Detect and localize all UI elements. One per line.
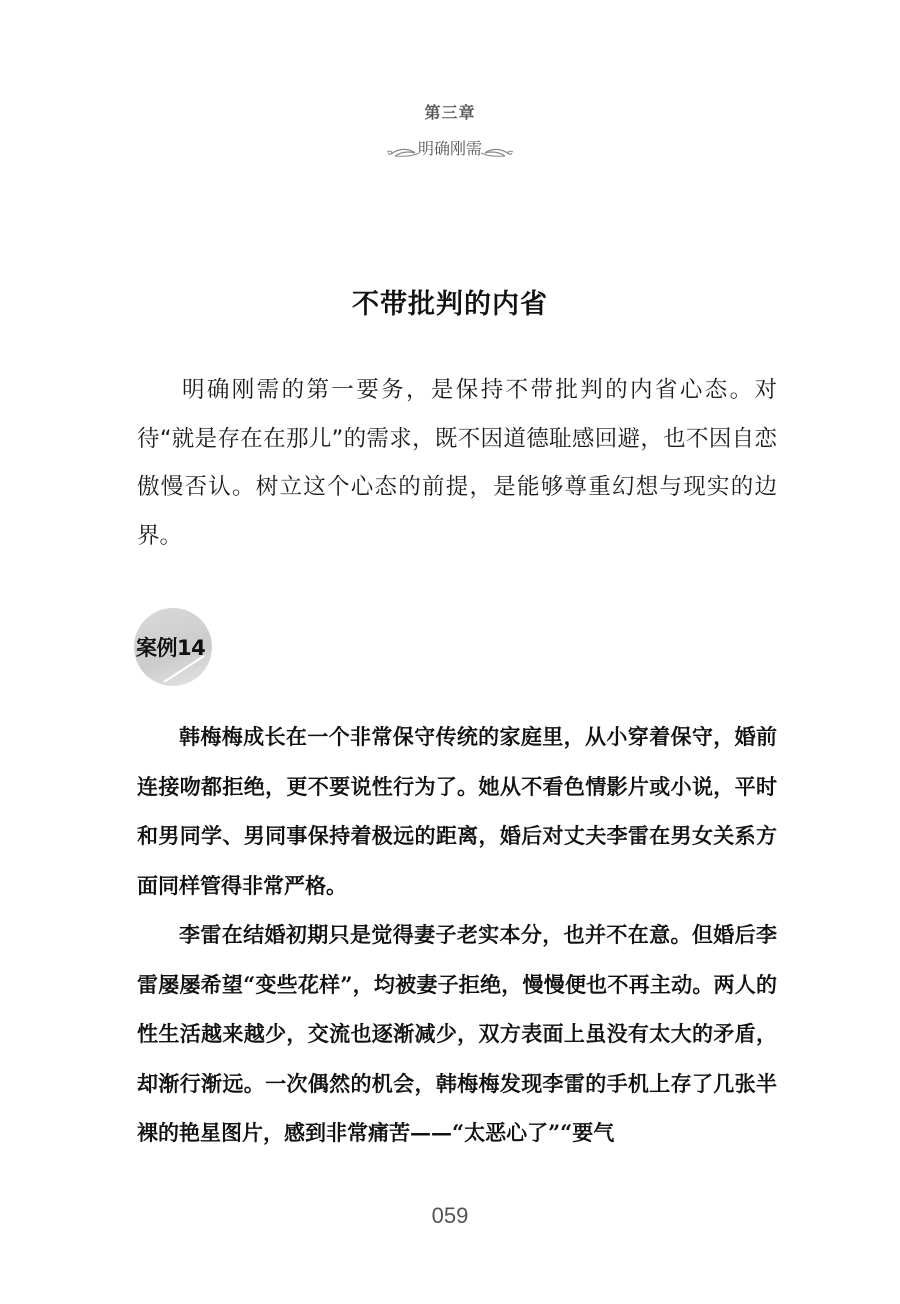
case-body <box>137 712 777 1158</box>
chapter-number: 第三章 <box>424 103 476 122</box>
case-paragraph: 李雷在结婚初期只是觉得妻子老实本分，也并不在意。但婚后李雷屡屡希望“变些花样”，均被妻子拒绝，慢慢便也不再主动。两人的性生活越来越少，交流也逐渐减少，双方表面上虽没有太大的矛盾，却渐行渐远。一次偶然的机会，韩梅梅发现李雷的手机上存了几张半裸的艳星图片，感到非常痛苦——“太恶心了”“要气 <box>137 922 777 1145</box>
page-number: 059 <box>431 1203 469 1228</box>
case-paragraph: 韩梅梅成长在一个非常保守传统的家庭里，从小穿着保守，婚前连接吻都拒绝，更不要说性行为了。她从不看色情影片或小说，平时和男同学、男同事保持着极远的距离，婚后对丈夫李雷在男女关系方面同样管得非常严格。 <box>137 724 777 898</box>
section-heading: 不带批判的内省 <box>352 289 548 320</box>
case-badge <box>134 608 212 686</box>
case-label: 案例14 <box>136 636 206 660</box>
chapter-title-header <box>0 134 900 164</box>
intro-paragraph: 明确刚需的第一要务，是保持不带批判的内省心态。对待“就是存在在那儿”的需求，既不因道德耻感回避，也不因自恋傲慢否认。树立这个心态的前提，是能够尊重幻想与现实的边界。 <box>137 377 777 549</box>
chapter-title: 明确刚需 <box>417 139 482 158</box>
